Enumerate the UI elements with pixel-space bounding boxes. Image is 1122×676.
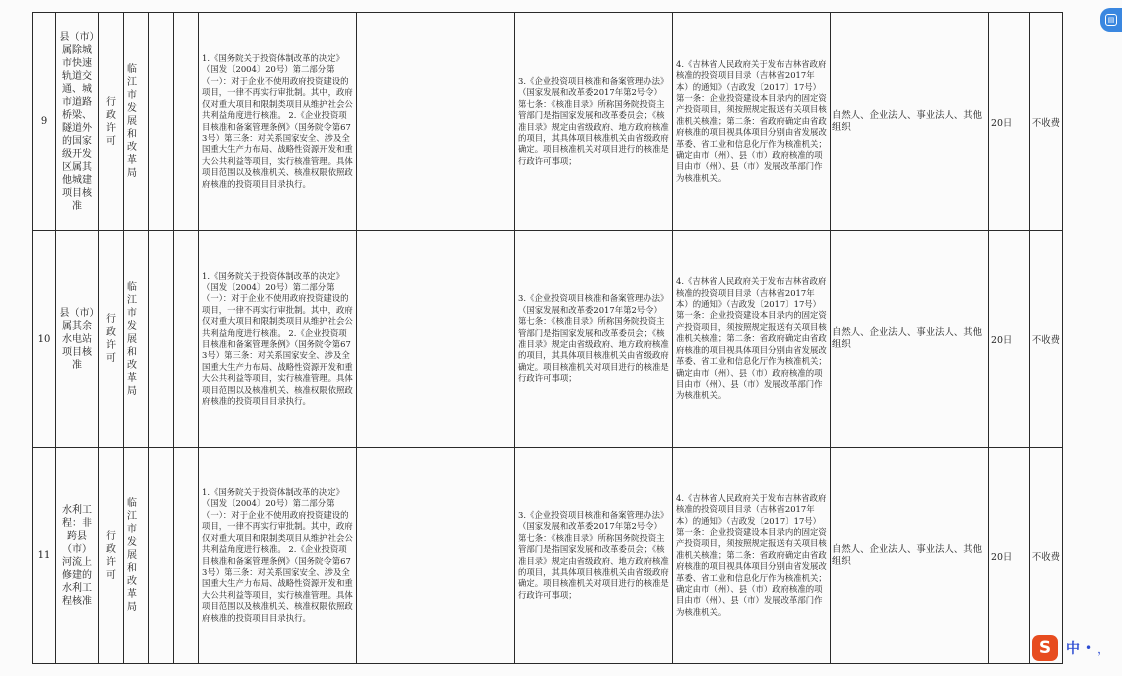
- item-department: 临江市发展和改革局: [124, 231, 149, 448]
- table-row: [33, 231, 1107, 448]
- legal-basis-3: 3.《企业投资项目核准和备案管理办法》（国家发展和改革委2017年第2号令）第七条：《核准目录》所称国务院投资主管部门是指国家发展和改革委员会；《核准目录》规定由省级政府、地方政府核准的项目，其具体项目核准机关由省级政府确定。项目核准机关对项目进行的核准是行政许可事项；: [515, 231, 673, 448]
- item-department: 临江市发展和改革局: [124, 448, 149, 664]
- legal-basis-1: 1.《国务院关于投资体制改革的决定》（国发〔2004〕20号）第二部分第（一）：对于企业不使用政府投资建设的项目，一律不再实行审批制。其中，政府仅对重大项目和限制类项目从维护社会公共利益角度进行核准。 2.《企业投资项目核准和备案管理条例》（国务院令第673号）第三条：对关系国家安全、涉及全国重大生产力布局、战略性资源开发和重大公共利益等项目，实行核准管理。具体项目范围以及核准机关、核准权限依照政府核准的投资项目目录执行。: [199, 231, 357, 448]
- row-number: 11: [33, 448, 56, 664]
- legal-basis-4: 4.《吉林省人民政府关于发布吉林省政府核准的投资项目目录（吉林省2017年本）的通知》（吉政发〔2017〕17号）第一条：企业投资建设本目录内的固定资产投资项目，须按照规定报送有关项目核准机关核准；第二条：省政府确定由省政府核准的项目视具体项目分别由省发展改革委、省工业和信息化厅作为核准机关；确定由市（州）、县（市）政府核准的项目由市（州）、县（市）发展改革部门作为核准机关。: [673, 231, 831, 448]
- item-name: 县（市）属其余水电站项目核准: [56, 231, 99, 448]
- empty-cell: [174, 231, 199, 448]
- empty-cell: [149, 13, 174, 231]
- applicant-types: 自然人、企业法人、事业法人、其他组织: [831, 231, 989, 448]
- legal-basis-3: 3.《企业投资项目核准和备案管理办法》（国家发展和改革委2017年第2号令）第七条：《核准目录》所称国务院投资主管部门是指国家发展和改革委员会；《核准目录》规定由省级政府、地方政府核准的项目，其具体项目核准机关由省级政府确定。项目核准机关对项目进行的核准是行政许可事项；: [515, 448, 673, 664]
- empty-cell: [357, 448, 515, 664]
- item-type: 行政许可: [99, 231, 124, 448]
- fee-status: 不收费: [1030, 13, 1063, 231]
- empty-cell: [149, 231, 174, 448]
- side-toolbar-button[interactable]: [1100, 8, 1122, 32]
- document-icon: ▤: [1105, 14, 1117, 26]
- input-method-toolbar[interactable]: [1032, 632, 1122, 664]
- legal-basis-4: 4.《吉林省人民政府关于发布吉林省政府核准的投资项目目录（吉林省2017年本）的通知》（吉政发〔2017〕17号）第一条：企业投资建设本目录内的固定资产投资项目，须按照规定报送有关项目核准机关核准；第二条：省政府确定由省政府核准的项目视具体项目分别由省发展改革委、省工业和信息化厅作为核准机关；确定由市（州）、县（市）政府核准的项目由市（州）、县（市）发展改革部门作为核准机关。: [673, 13, 831, 231]
- empty-cell: [357, 231, 515, 448]
- legal-basis-1: 1.《国务院关于投资体制改革的决定》（国发〔2004〕20号）第二部分第（一）：对于企业不使用政府投资建设的项目，一律不再实行审批制。其中，政府仅对重大项目和限制类项目从维护社会公共利益角度进行核准。 2.《企业投资项目核准和备案管理条例》（国务院令第673号）第三条：对关系国家安全、涉及全国重大生产力布局、战略性资源开发和重大公共利益等项目，实行核准管理。具体项目范围以及核准机关、核准权限依照政府核准的投资项目目录执行。: [199, 13, 357, 231]
- empty-cell: [174, 13, 199, 231]
- table-row: [33, 448, 1107, 664]
- sogou-input-icon[interactable]: S: [1032, 635, 1058, 661]
- ime-punctuation-toggle[interactable]: ，: [1097, 641, 1110, 656]
- row-number: 10: [33, 231, 56, 448]
- ime-halfwidth-toggle[interactable]: •: [1085, 641, 1093, 655]
- empty-cell: [174, 448, 199, 664]
- row-number: 9: [33, 13, 56, 231]
- catalog-table: [32, 12, 1110, 664]
- time-limit: 20日: [989, 13, 1030, 231]
- item-name: 县（市）属除城市快速轨道交通、城市道路桥梁、隧道外的国家级开发区属其他城建项目核准: [56, 13, 99, 231]
- applicant-types: 自然人、企业法人、事业法人、其他组织: [831, 13, 989, 231]
- time-limit: 20日: [989, 231, 1030, 448]
- legal-basis-4: 4.《吉林省人民政府关于发布吉林省政府核准的投资项目目录（吉林省2017年本）的通知》（吉政发〔2017〕17号）第一条：企业投资建设本目录内的固定资产投资项目，须按照规定报送有关项目核准机关核准；第二条：省政府确定由省政府核准的项目视具体项目分别由省发展改革委、省工业和信息化厅作为核准机关；确定由市（州）、县（市）政府核准的项目由市（州）、县（市）发展改革部门作为核准机关。: [673, 448, 831, 664]
- item-name: 水利工程：非跨县（市）河流上修建的水利工程核准: [56, 448, 99, 664]
- legal-basis-1: 1.《国务院关于投资体制改革的决定》（国发〔2004〕20号）第二部分第（一）：对于企业不使用政府投资建设的项目，一律不再实行审批制。其中，政府仅对重大项目和限制类项目从维护社会公共利益角度进行核准。 2.《企业投资项目核准和备案管理条例》（国务院令第673号）第三条：对关系国家安全、涉及全国重大生产力布局、战略性资源开发和重大公共利益等项目，实行核准管理。具体项目范围以及核准机关、核准权限依照政府核准的投资项目目录执行。: [199, 448, 357, 664]
- empty-cell: [357, 13, 515, 231]
- applicant-types: 自然人、企业法人、事业法人、其他组织: [831, 448, 989, 664]
- fee-status: 不收费: [1030, 448, 1063, 664]
- item-department: 临江市发展和改革局: [124, 13, 149, 231]
- table-row: [33, 13, 1107, 231]
- item-type: 行政许可: [99, 448, 124, 664]
- empty-cell: [149, 448, 174, 664]
- fee-status: 不收费: [1030, 231, 1063, 448]
- item-type: 行政许可: [99, 13, 124, 231]
- time-limit: 20日: [989, 448, 1030, 664]
- ime-mode-toggle[interactable]: 中: [1066, 641, 1080, 657]
- legal-basis-3: 3.《企业投资项目核准和备案管理办法》（国家发展和改革委2017年第2号令）第七条：《核准目录》所称国务院投资主管部门是指国家发展和改革委员会；《核准目录》规定由省级政府、地方政府核准的项目，其具体项目核准机关由省级政府确定。项目核准机关对项目进行的核准是行政许可事项；: [515, 13, 673, 231]
